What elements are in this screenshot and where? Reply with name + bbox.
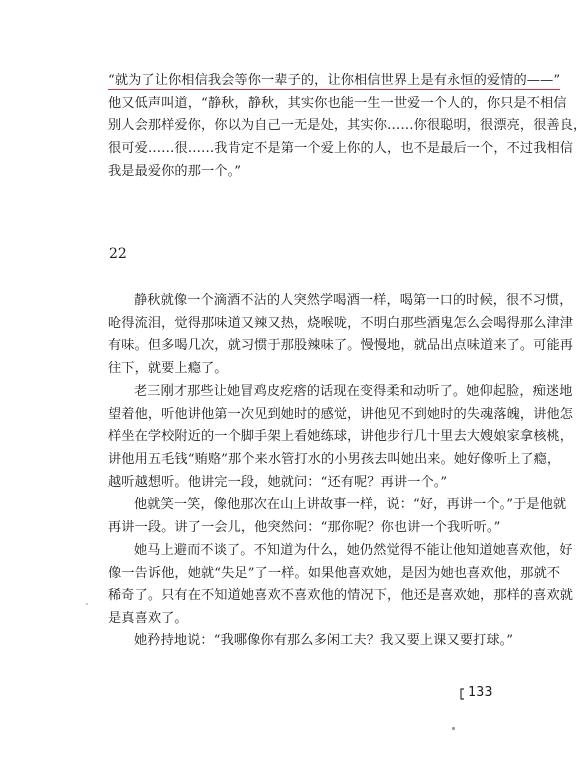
text-line: 往下，就要上瘾了。: [108, 361, 228, 377]
scan-speck: [452, 727, 455, 730]
text-line: 他就笑一笑，像他那次在山上讲故事一样，说：“好，再讲一个。”于是他就: [134, 497, 567, 512]
text-line: 她矜持地说：“我哪像你有那么多闲工夫？我又要上课又要打球。”: [134, 633, 514, 648]
text-line: 越听越想听。他讲完一段，她就问：“还有呢？再讲一个。”: [108, 474, 448, 490]
paragraph: [108, 540, 574, 631]
text-line: 有味。但多喝几次，就习惯于那股辣味了。慢慢地，就品出点味道来了。可能再: [108, 338, 574, 354]
underlined-text: “就为了让你相信我会等你一辈子的，让你相信世界上是有永恒的爱情的——”: [108, 73, 561, 88]
text-line: 再讲一段。讲了一会儿，他突然问：“那你呢？你也讲一个我听听。”: [108, 519, 501, 535]
text-line: [108, 70, 561, 93]
quote-paragraph: [108, 70, 586, 184]
paragraph: [108, 290, 574, 381]
page-number: 133: [468, 685, 493, 700]
text-line: 是真喜欢了。: [108, 611, 188, 627]
text-line: 呛得流泪，觉得那味道又辣又热，烧喉咙，不明白那些酒鬼怎么会喝得那么津津: [108, 315, 574, 331]
text-line: 静秋就像一个滴酒不沾的人突然学喝酒一样，喝第一口的时候，很不习惯，: [134, 293, 573, 308]
text-line: 我是最爱你的那一个。”: [108, 163, 242, 179]
text-line: 讲他用五毛钱“贿赂”那个来水管打水的小男孩去叫她出来。她好像听上了瘾，: [108, 452, 561, 468]
paragraph: [108, 630, 514, 653]
paragraph: [108, 494, 567, 539]
scan-speck: [86, 603, 88, 605]
text-line: 他又低声叫道，“静秋，静秋，其实你也能一生一世爱一个人的，你只是不相信: [108, 95, 567, 111]
text-line: 很可爱……很……我肯定不是第一个爱上你的人，也不是最后一个，不过我相信: [108, 141, 574, 157]
page-number-bracket-icon: [458, 688, 466, 700]
text-line: 望着他，听他讲他第一次见到她时的感觉，讲他见不到她时的失魂落魄，讲他怎: [108, 406, 574, 422]
text-line: 老三刚才那些让她冒鸡皮疙瘩的话现在变得柔和动听了。她仰起脸，痴迷地: [134, 384, 573, 399]
paragraph: [108, 381, 574, 495]
chapter-number: 22: [109, 246, 127, 262]
text-line: 她马上避而不谈了。不知道为什么，她仍然觉得不能让他知道她喜欢他，好: [134, 543, 573, 558]
text-line: 稀奇了。只有在不知道她喜欢不喜欢他的情况下，他还是喜欢她，那样的喜欢就: [108, 588, 574, 604]
text-line: 像一告诉他，她就“失足”了一样。如果他喜欢她，是因为她也喜欢他，那就不: [108, 565, 561, 581]
text-line: 样坐在学校附近的一个脚手架上看她练球，讲他步行几十里去大嫂娘家拿核桃，: [108, 429, 574, 445]
text-line: 别人会那样爱你，你以为自己一无是处，其实你……你很聪明，很漂亮，很善良，: [108, 118, 586, 134]
